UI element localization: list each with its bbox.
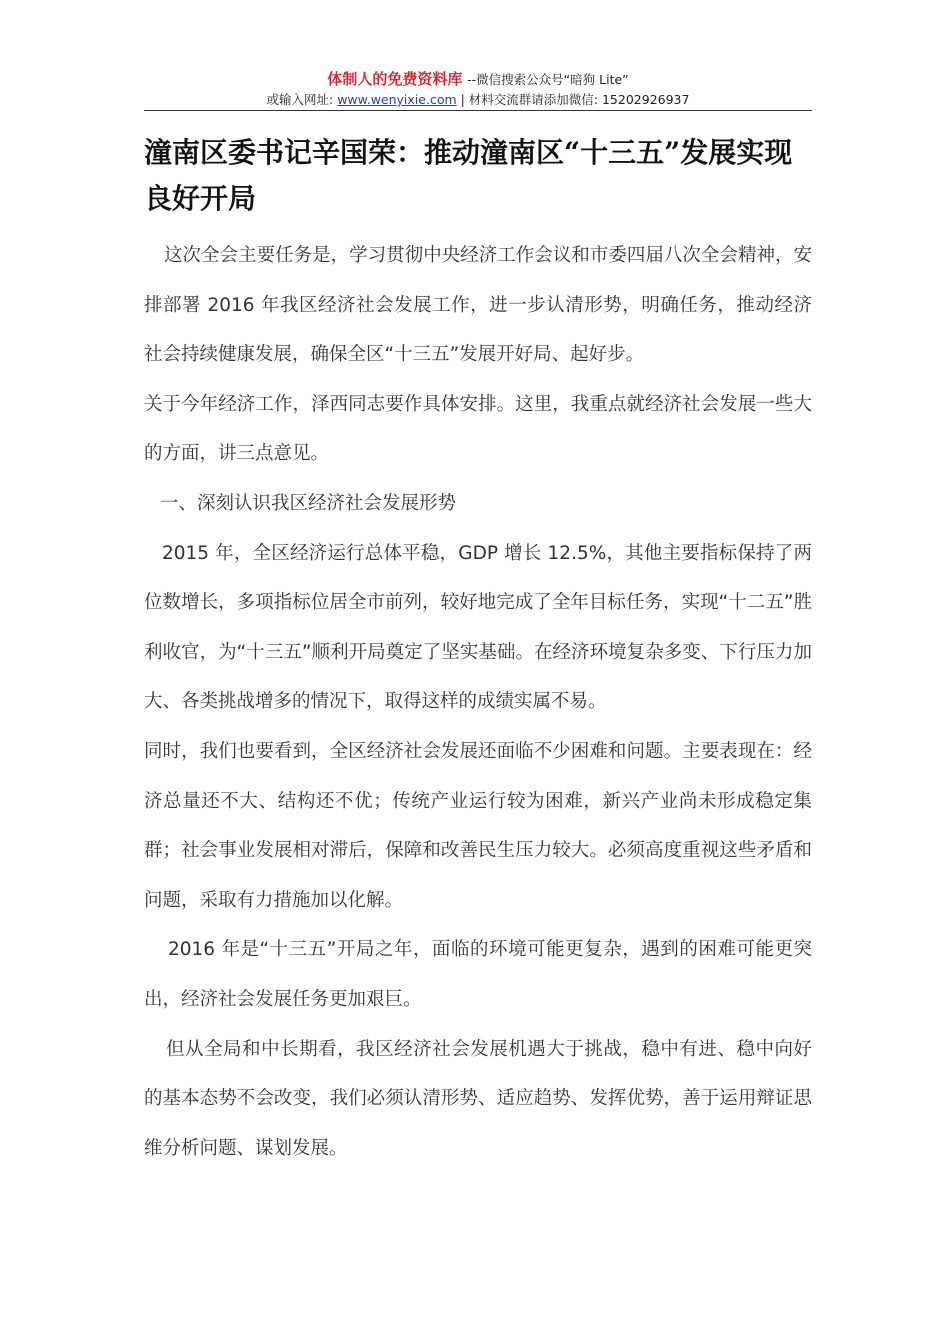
header-url-prefix: 或输入网址: <box>266 92 338 107</box>
header-contact: | 材料交流群请添加微信: 15202926937 <box>456 92 690 107</box>
document-body <box>144 231 812 1173</box>
header-promo-line <box>144 68 812 91</box>
header-tagline: --微信搜索公众号“暗狗 Lite” <box>467 72 629 87</box>
header-contact-line <box>144 91 812 109</box>
paragraph: 但从全局和中长期看，我区经济社会发展机遇大于挑战，稳中有进、稳中向好的基本态势不会改变，我们必须认清形势、适应趋势、发挥优势，善于运用辩证思维分析问题、谋划发展。 <box>144 1038 812 1159</box>
paragraph: 2015 年，全区经济运行总体平稳，GDP 增长 12.5%，其他主要指标保持了两位数增长，多项指标位居全市前列，较好地完成了全年目标任务，实现“十二五”胜利收官，为“十三五”顺利开局奠定了坚实基础。在经济环境复杂多变、下行压力加大、各类挑战增多的情况下，取得这样的成绩实属不易。 <box>144 542 812 713</box>
header-divider <box>144 110 812 111</box>
paragraph: 同时，我们也要看到，全区经济社会发展还面临不少困难和问题。主要表现在：经济总量还不大、结构还不优；传统产业运行较为困难，新兴产业尚未形成稳定集群；社会事业发展相对滞后，保障和改善民生压力较大。必须高度重视这些矛盾和问题，采取有力措施加以化解。 <box>144 740 812 911</box>
paragraph: 这次全会主要任务是，学习贯彻中央经济工作会议和市委四届八次全会精神，安排部署 2016 年我区经济社会发展工作，进一步认清形势，明确任务，推动经济社会持续健康发展，确保全区“十三五”发展开好局、起好步。 <box>144 245 812 366</box>
paragraph: 2016 年是“十三五”开局之年，面临的环境可能更复杂，遇到的困难可能更突出，经济社会发展任务更加艰巨。 <box>144 939 812 1010</box>
page-header <box>144 68 812 109</box>
document-title: 潼南区委书记辛国荣：推动潼南区“十三五”发展实现良好开局 <box>144 136 793 215</box>
header-url-link[interactable]: www.wenyixie.com <box>337 92 457 107</box>
section-heading: 一、深刻认识我区经济社会发展形势 <box>160 492 457 514</box>
header-brand: 体制人的免费资料库 <box>327 70 463 88</box>
paragraph: 关于今年经济工作，泽西同志要作具体安排。这里，我重点就经济社会发展一些大的方面，讲三点意见。 <box>144 393 812 465</box>
